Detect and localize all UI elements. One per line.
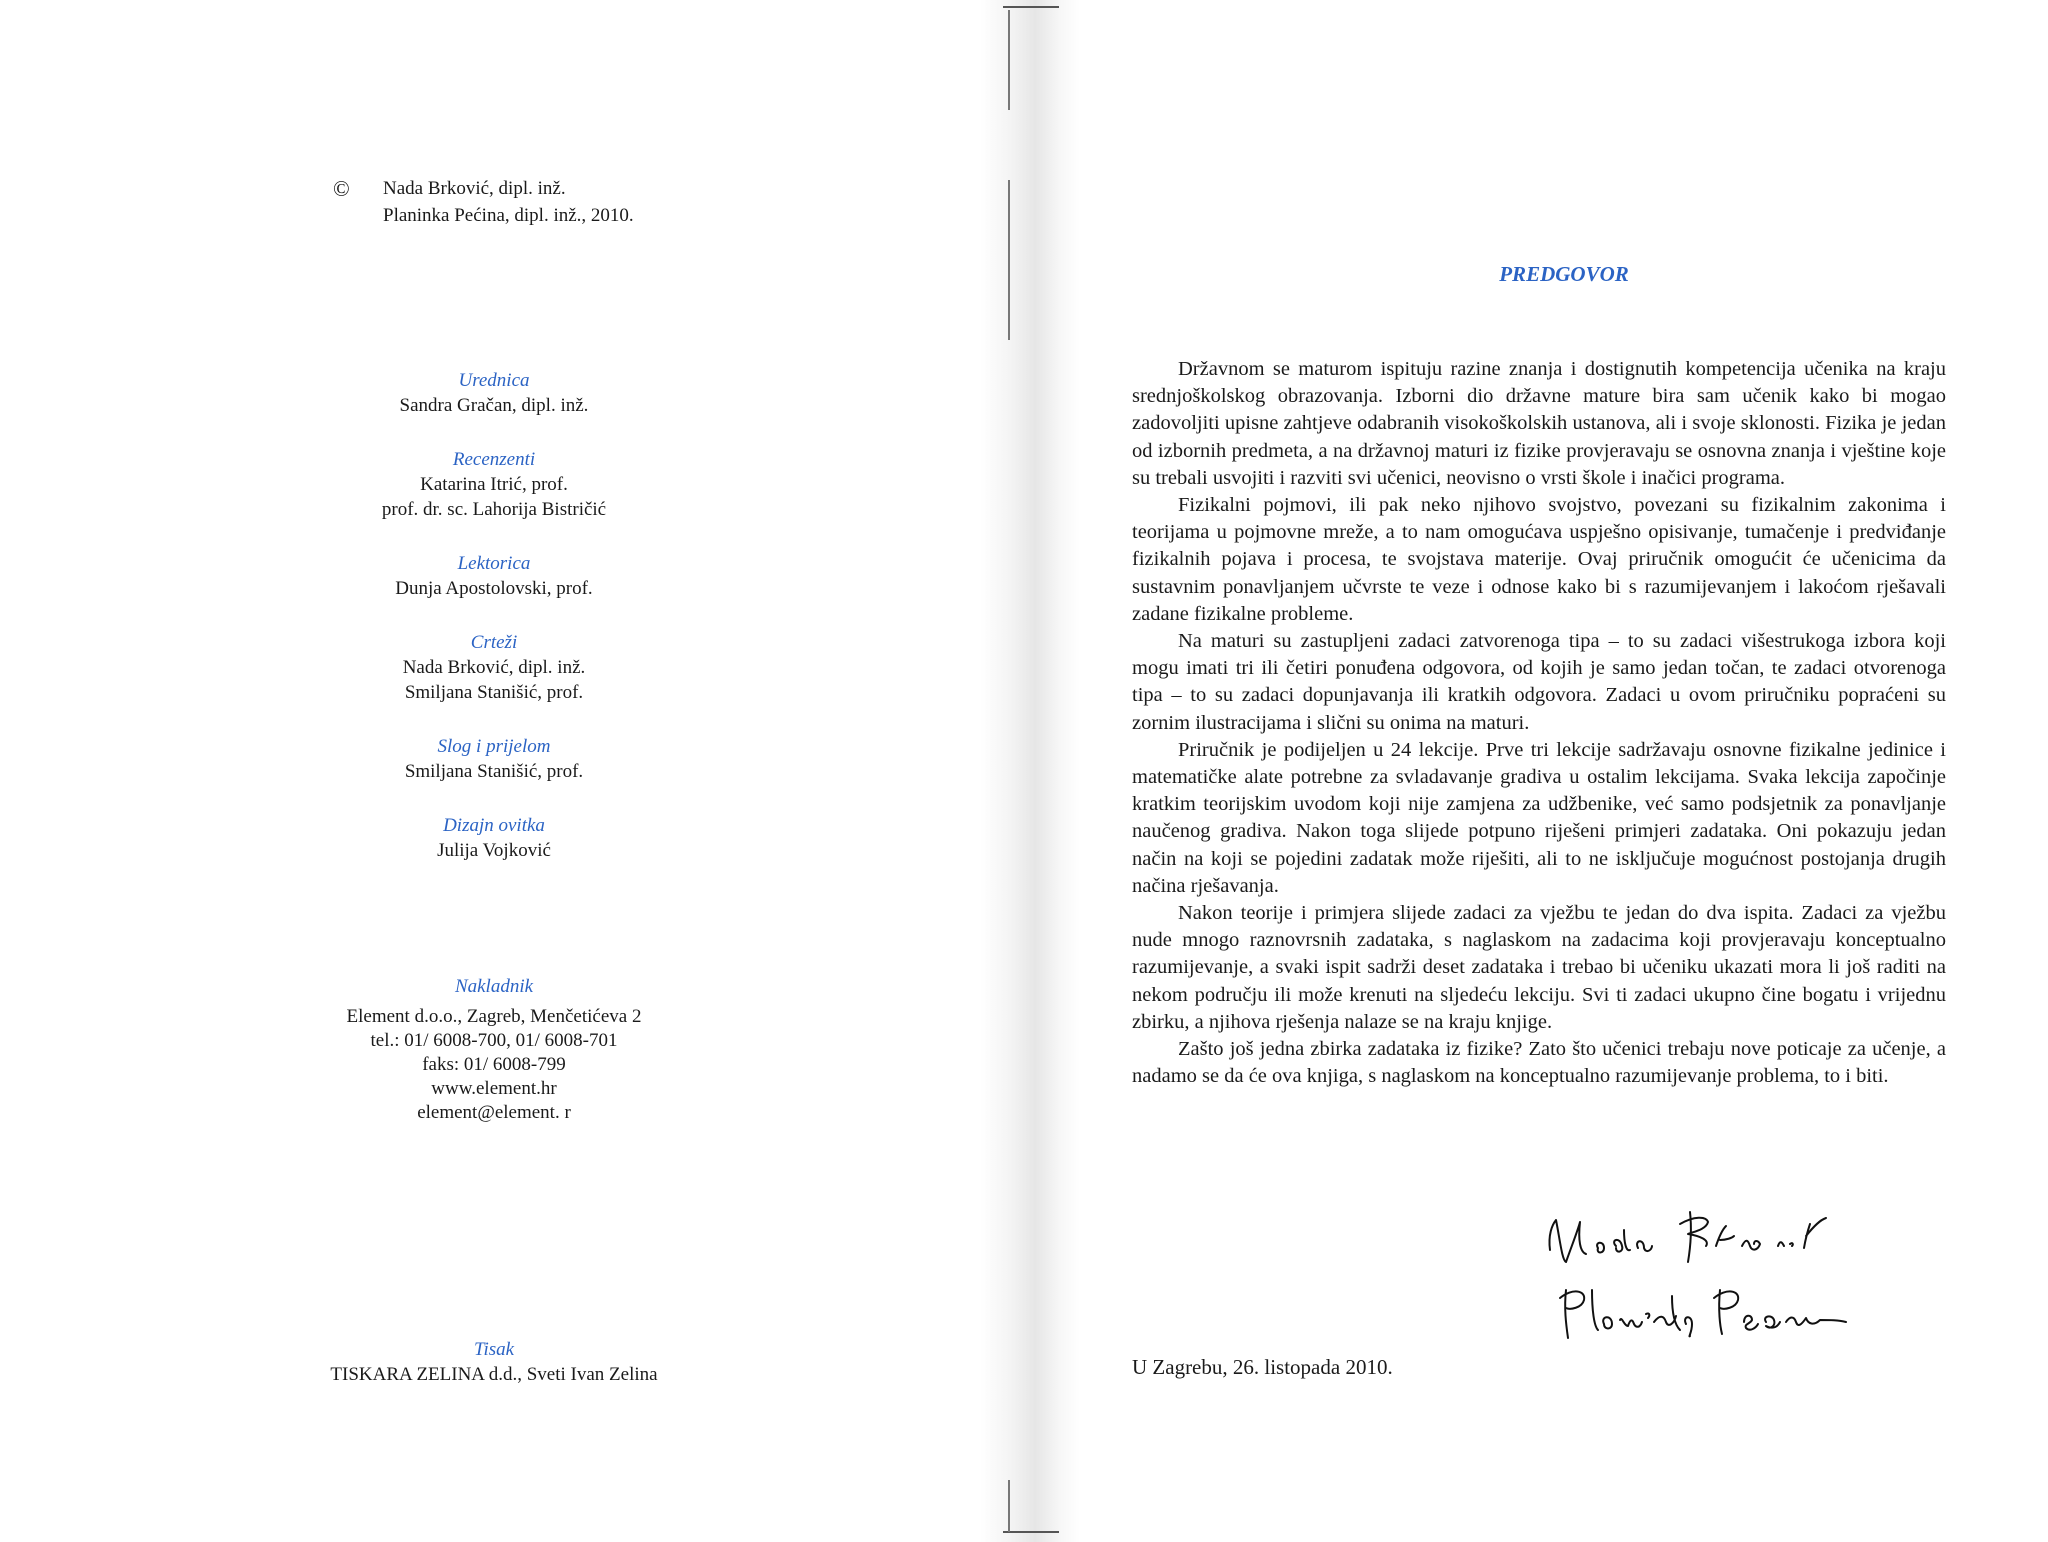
foreword-paragraph: Zašto još jedna zbirka zadataka iz fizike? Zato što učenici trebaju nove poticaje za učenje, a nadamo se da će ova knjiga, s naglaskom na konceptualno razumijevanje problema, to i biti.: [1132, 1038, 1946, 1088]
foreword-paragraph: Na maturi su zastupljeni zadaci zatvorenoga tipa – to su zadaci višestrukoga izbora koji mogu imati tri ili četiri ponuđena odgovora, od kojih je samo jedan točan, te zadaci otvorenoga tipa – to su zadaci dopunjavanja ili kratkih odgovora. Zadaci u ovom priručniku popraćeni su zornim ilustracijama i slični su onima na maturi.: [1132, 630, 1946, 734]
copyright-symbol: ©: [333, 176, 350, 201]
copyright-line-2: Planinka Pećina, dipl. inž., 2010.: [383, 205, 634, 226]
book-gutter: [980, 0, 1080, 1542]
foreword-paragraph: Državnom se maturom ispituju razine znanja i dostignutih kompetencija učenika na kraju srednjoškolskog obrazovanja. Izborni dio državne mature bira sam učenik kako bi mogao zadovoljiti upisne zahtjeve odabranih visokoškolskih ustanova, ali i svoje sklonosti. Fizika je jedan od izbornih predmeta, a na državnoj maturi iz fizike provjeravaju se osnovna znanja i vještine koje su trebali usvojiti i razviti svi učenici, neovisno o vrsti škole i inačici programa.: [1132, 358, 1946, 489]
credit-role: Recenzenti: [452, 449, 536, 470]
gutter-edge-top: [1003, 6, 1059, 8]
credit-drawings: [294, 630, 694, 705]
gutter-edge-line: [1008, 180, 1010, 340]
credit-editor: [294, 368, 694, 418]
copyright-line-1: Nada Brković, dipl. inž.: [383, 178, 566, 199]
credit-name: Smiljana Stanišić, prof.: [404, 682, 584, 703]
foreword-paragraph: Fizikalni pojmovi, ili pak neko njihovo svojstvo, povezani su fizikalnim zakonima i teorijama u pojmovne mreže, a to nam omogućava uspješno opisivanje, tumačenje i predviđanje fizikalnih pojava i procesa, te svojstava materije. Ovaj priručnik omogućit će učenicima da sustavnim ponavljanjem učvrste te veze i odnose kako bi s razumijevanjem i lakoćom rješavali zadane fizikalne probleme.: [1132, 494, 1946, 625]
credit-role: Lektorica: [457, 553, 531, 574]
publisher-website: www.element.hr: [431, 1078, 557, 1099]
credit-name: Dunja Apostolovski, prof.: [395, 578, 593, 599]
credit-name: Julija Vojković: [437, 840, 551, 861]
credit-role: Crteži: [470, 632, 518, 653]
publisher-address: Element d.o.o., Zagreb, Menčetićeva 2: [346, 1006, 642, 1027]
publisher-role: Nakladnik: [454, 976, 534, 997]
publisher-block: [294, 973, 694, 1125]
credit-typesetting: [294, 734, 694, 784]
credit-name: prof. dr. sc. Lahorija Bistričić: [381, 499, 607, 520]
credit-cover-design: [294, 813, 694, 863]
publisher-phone: tel.: 01/ 6008-700, 01/ 6008-701: [370, 1030, 618, 1051]
credit-role: Urednica: [458, 370, 530, 391]
credit-role: Dizajn ovitka: [443, 815, 545, 836]
printer-name: TISKARA ZELINA d.d., Sveti Ivan Zelina: [330, 1364, 658, 1385]
date-line: U Zagrebu, 26. listopada 2010.: [1132, 1355, 1393, 1379]
credit-reviewers: [294, 447, 694, 522]
gutter-edge-bottom: [1003, 1531, 1059, 1533]
credit-name: Sandra Gračan, dipl. inž.: [399, 395, 589, 416]
copyright-holders: [383, 175, 634, 229]
foreword-paragraph: Nakon teorije i primjera slijede zadaci za vježbu te jedan do dva ispita. Zadaci za vježbu nude mnogo raznovrsnih zadataka, s naglaskom na zadacima koji provjeravaju konceptualno razumijevanje, a svaki ispit sadrži deset zadataka i trebao bi učeniku ukazati mora li još raditi na nekom području ili može krenuti na sljedeću lekciju. Svi ti zadaci ukupno čine bogatu i vrijednu zbirku, a njihova rješenja nalaze se na kraju knjige.: [1132, 902, 1946, 1033]
foreword-page: [1080, 0, 2048, 1542]
credit-proofreader: [294, 551, 694, 601]
handwritten-signature: [1520, 1190, 1880, 1370]
gutter-edge-line: [1008, 1480, 1010, 1532]
imprint-page: [0, 0, 1000, 1542]
printer-role: Tisak: [473, 1339, 515, 1360]
credit-name: Nada Brković, dipl. inž.: [402, 657, 586, 678]
publisher-fax: faks: 01/ 6008-799: [422, 1054, 566, 1075]
foreword-title: PREDGOVOR: [1499, 262, 1629, 286]
printer-block: [294, 1337, 694, 1388]
credit-role: Slog i prijelom: [437, 736, 551, 757]
gutter-edge-line: [1008, 10, 1010, 110]
publisher-email: element@element. r: [417, 1102, 571, 1123]
foreword-paragraph: Priručnik je podijeljen u 24 lekcije. Prve tri lekcije sadržavaju osnovne fizikalne jedinice i matematičke alate potrebne za svladavanje gradiva u ostalim lekcijama. Svaka lekcija započinje kratkim teorijskim uvodom koji nije zamjena za udžbenike, već samo podsjetnik za ponavljanje naučenog gradiva. Nakon toga slijede potpuno riješeni primjeri zadataka. Oni pokazuju jedan način na koji se pojedini zadatak može riješiti, ali to ne isključuje mogućnost postojanja drugih načina rješavanja.: [1132, 738, 1946, 897]
credit-name: Katarina Itrić, prof.: [420, 474, 568, 495]
credit-name: Smiljana Stanišić, prof.: [404, 761, 584, 782]
credits-list: [294, 368, 694, 892]
foreword-body: [1132, 356, 1946, 1090]
